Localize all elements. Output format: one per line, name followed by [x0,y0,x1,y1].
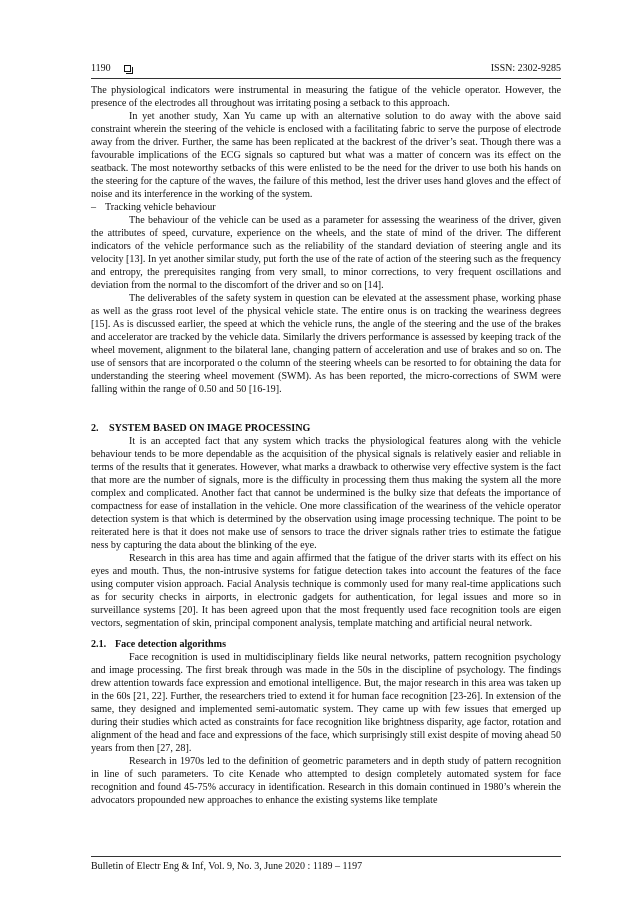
section-title: SYSTEM BASED ON IMAGE PROCESSING [109,423,311,434]
running-header [91,62,561,78]
paragraph: It is an accepted fact that any system which tracks the physiological features along with the vehicle behaviour tends to be more dependable as the acquisition of the physical signals is relatively easier and reliable in terms of the results that it generates. However, what marks a drawback to otherwise very effective system is the fact that more are the number of signals, more is the difficulty in processing them thus making the system all the more complex and complicated. Another fact that cannot be undermined is the bulky size that defeats the importance of compactness for ease of installation in the vehicle. One more classification of the weariness of the vehicle operator detection system is that which is determined by the observation using image processing technique. The point to be reiterated here is that it does not make use of sensors to trace the driver signals rather tries to estimate the fatigue ness by capturing the data about the blinking of the eye. [91,436,561,551]
paragraph: Research in this area has time and again affirmed that the fatigue of the driver starts with its effect on his eyes and mouth. Thus, the non-intrusive systems for fatigue detection takes into account the features of the face using computer vision approach. Facial Analysis technique is commonly used for many real-time applications such as for security checks in airports, in electronic gadgets for authentication, for legal issues and more so in surveillance systems [20]. It has been agreed upon that the most frequently used face recognition tools are eigen vectors, segmentation of skin, principal component analysis, template matching and artificial neural network. [91,553,561,629]
issn-label: ISSN: 2302-9285 [490,63,561,74]
running-footer: Bulletin of Electr Eng & Inf, Vol. 9, No. 3, June 2020 : 1189 – 1197 [91,861,363,872]
subsection-heading [91,638,561,651]
page-number: 1190 [91,63,111,74]
paragraph: The deliverables of the safety system in question can be elevated at the assessment phase, working phase as well as the grass root level of the physical vehicle state. The entire onus is on tracking the weariness degrees [15]. As is discussed earlier, the speed at which the vehicle runs, the angle of the steering and the use of the brakes and accelerator are tracked by the vehicle data. Similarly the drivers performance is assessed by keeping track of the wheel movement, alignment to the bilateral lane, changing pattern of acceleration and use of brakes and so on. The use of sensors that are incorporated o the column of the steering wheels can be resorted to for obtaining the data for understanding the steering wheel movement (SWM). As has been reported, the micro-corrections of SWM were falling within the range of 0.50 and 50 [16-19]. [91,293,561,395]
section-heading [91,422,561,435]
paragraph: Research in 1970s led to the definition of geometric parameters and in depth study of pattern recognition in line of such parameters. To cite Kenade who attempted to design completely automated system for face recognition and found 45-75% accuracy in identification. Research in this domain continued in 1980’s wherein the advocators propounded new approaches to enhance the existing systems like template [91,756,561,806]
footer-rule [91,856,561,857]
paragraph: Face recognition is used in multidisciplinary fields like neural networks, pattern recognition psychology and image processing. The first break through was made in the 50s in the discipline of psychology. The findings drew attention towards face expression and emotional intelligence. But, the major research in this area was taken up in the 60s [21, 22]. Further, the researchers tried to extend it for human face recognition [23-26]. In extension of the same, they designed and implemented semi-automatic system. They came up with few issues that emerged up during their studies which acted as constraints for face recognition like brightness disparity, age factor, rotation and alignment of the head and face and expressions of the face, which surprisingly still exist despite of moving ahead 50 years from then [27, 28]. [91,652,561,754]
paragraph: The behaviour of the vehicle can be used as a parameter for assessing the weariness of the driver, given the attributes of speed, curvature, experience on the wheels, and the state of mind of the driver. The different indicators of the vehicle performance such as the reliability of the standard deviation of steering angle and its velocity [13]. In yet another similar study, put forth the use of the rate of action of the steering such as the frequency and entropy, the prerequisites ranging from very small, to minor corrections, to very frequent oscillations and deviation from the normal to the discomfort of the driver and so on [14]. [91,215,561,291]
section-number: 2. [91,423,99,434]
bullet-dash: – [91,202,97,213]
paragraph: The physiological indicators were instrumental in measuring the fatigue of the vehicle operator. However, the presence of the electrodes all throughout was irritating posing a setback to this approach. [91,85,561,109]
subsection-title: Face detection algorithms [115,639,227,650]
bullet-item [91,201,561,214]
header-rule [91,78,561,79]
bullet-text: Tracking vehicle behaviour [105,202,216,213]
paragraph: In yet another study, Xan Yu came up with an alternative solution to do away with the above said constraint wherein the steering of the vehicle is enclosed with a facilitating fabric to serve the purpose of electrode away from the driver. Further, the same has been replicated at the backrest of the driver’s seat. Though there was a favourable implications of the ECG signals so captured but what was a matter of concern was its effect on the seatback. The most noteworthy setbacks of this were enlisted to be the need for the driver to use both his hands on the steering for the capture of the waves, the failure of this method, lest the driver uses hand gloves and the effect of noise and its interference in the working of the system. [91,111,561,200]
subsection-number: 2.1. [91,639,107,650]
square-icon [124,65,131,72]
article-body [91,84,561,807]
